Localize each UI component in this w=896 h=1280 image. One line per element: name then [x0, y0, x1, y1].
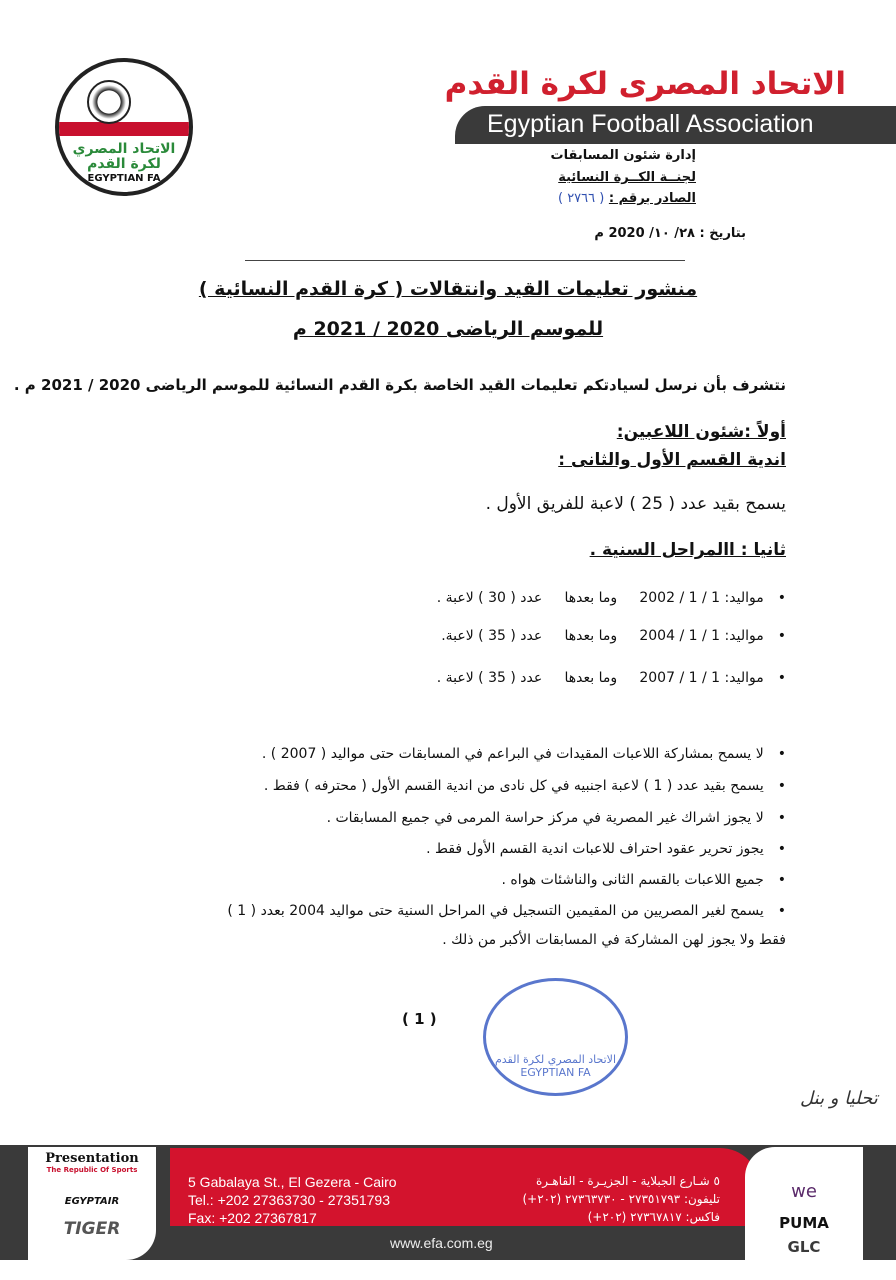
website-link[interactable]: www.efa.com.eg	[390, 1235, 493, 1251]
page-number: ( 1 )	[402, 1010, 437, 1028]
puma-logo: PUMA	[779, 1214, 829, 1232]
age-group-item: • مواليد: 1 / 1 / 2007 وما بعدها عدد ( 35 ) لاعبة .	[437, 670, 786, 686]
football-icon	[87, 80, 131, 124]
efa-logo	[55, 58, 193, 196]
logo-text-en: EGYPTIAN FA	[87, 173, 161, 184]
presentation-tagline: The Republic Of Sports	[46, 1166, 138, 1174]
signature: تحليا و بنل	[800, 1088, 878, 1109]
tiger-logo: TIGER	[63, 1219, 121, 1239]
intro: نتشرف بأن نرسل لسيادتكم تعليمات القيد الخاصة بكرة القدم النسائية للموسم الرياضى 2020 / 2021 م .	[13, 376, 786, 394]
sponsor-logos-left	[28, 1147, 156, 1260]
org-title-en: Egyptian Football Association	[455, 106, 896, 144]
stamp-text: الاتحاد المصري لكرة القدم EGYPTIAN FA	[494, 1053, 617, 1079]
glc-logo: GLC	[787, 1238, 821, 1256]
rule-item: • يسمح لغير المصريين من المقيمين التسجيل في المراحل السنية حتى مواليد 2004 بعدد ( 1 )	[227, 903, 786, 919]
doc-title: منشور تعليمات القيد وانتقالات ( كرة القدم النسائية )	[198, 278, 698, 300]
ref-label: الصادر برقم :	[608, 191, 696, 206]
logo-text-ar: الاتحاد المصري لكرة القدم	[72, 141, 176, 172]
doc-subtitle: للموسم الرياضى 2020 / 2021 م	[292, 318, 604, 340]
age-group-item: • مواليد: 1 / 1 / 2002 وما بعدها عدد ( 30 ) لاعبة .	[437, 590, 786, 606]
divider	[245, 260, 685, 261]
section-1-heading: أولاً :شئون اللاعبين:	[616, 422, 786, 442]
age-group-item: • مواليد: 1 / 1 / 2004 وما بعدها عدد ( 35 ) لاعبة.	[441, 628, 786, 644]
section-2-heading: ثانيا : االمراحل السنية .	[589, 540, 786, 560]
contact-band	[170, 1148, 760, 1226]
fax-en: Fax: +202 27367817	[188, 1210, 317, 1226]
section-1-subheading: اندية القسم الأول والثانى :	[558, 450, 786, 470]
sponsor-logos-right	[745, 1147, 863, 1260]
date: بتاريخ : ٢٨/ ١٠/ 2020 م	[594, 226, 746, 241]
tel-ar: تليفون: ٢٧٣٥١٧٩٣ - ٢٧٣٦٣٧٣٠ (٢٠٢+)	[522, 1192, 720, 1206]
department: إدارة شئون المسابقات	[550, 148, 696, 163]
org-title-ar: الاتحاد المصرى لكرة القدم	[444, 66, 846, 102]
section-1-text: يسمح بقيد عدد ( 25 ) لاعبة للفريق الأول .	[485, 494, 786, 514]
reference	[558, 191, 696, 206]
rule-item: • يسمح بقيد عدد ( 1 ) لاعبة اجنبيه في كل نادى من اندية القسم الأول ( محترفه ) فقط .	[264, 778, 786, 794]
ref-number: ( ٢٧٦٦ )	[557, 191, 605, 206]
rule-item: • لا يجوز اشراك غير المصرية في مركز حراسة المرمى في جميع المسابقات .	[327, 810, 786, 826]
we-logo: we	[791, 1181, 817, 1202]
fax-ar: فاكس: ٢٧٣٦٧٨١٧ (٢٠٢+)	[587, 1210, 720, 1224]
official-stamp	[483, 978, 628, 1096]
tel-en: Tel.: +202 27363730 - 27351793	[188, 1192, 391, 1208]
rule-item: • يجوز تحرير عقود احتراف للاعبات اندية القسم الأول فقط .	[426, 841, 786, 857]
address-ar: ٥ شـارع الجبلاية - الجزيـرة - القاهـرة	[535, 1174, 720, 1188]
rule-continuation: فقط ولا يجوز لهن المشاركة في المسابقات الأكبر من ذلك .	[442, 932, 786, 948]
egyptair-logo: EGYPTAIR	[64, 1196, 120, 1207]
rule-item: • لا يسمح بمشاركة اللاعبات المقيدات في البراعم في المسابقات حتى مواليد ( 2007 ) .	[262, 746, 786, 762]
committee: لجنــة الكــرة النسائية	[558, 170, 696, 185]
presentation-logo: Presentation	[45, 1151, 139, 1166]
rule-item: • جميع اللاعبات بالقسم الثانى والناشئات هواه .	[501, 872, 786, 888]
address-en: 5 Gabalaya St., El Gezera - Cairo	[188, 1174, 397, 1190]
